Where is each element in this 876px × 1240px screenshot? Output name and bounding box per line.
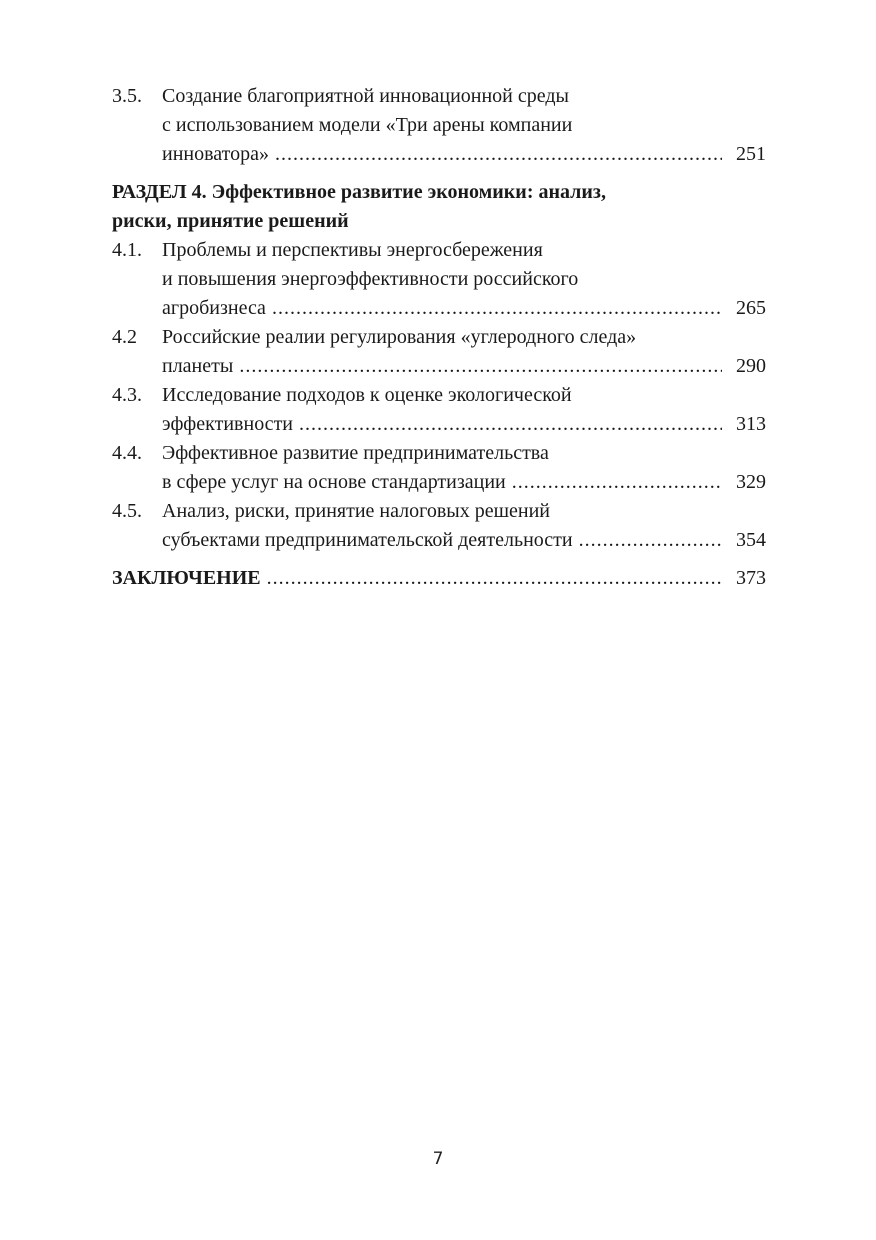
table-of-contents [112,82,766,593]
toc-section-heading [112,178,766,236]
toc-entry-body [162,323,766,381]
dot-leader [239,352,722,381]
toc-entry-last-line [162,294,766,323]
toc-page-number: 265 [736,297,766,319]
toc-entry-4-1 [112,236,766,323]
toc-entry-3-5 [112,82,766,169]
toc-page-number: 373 [736,567,766,589]
toc-entry-conclusion [112,564,766,593]
dot-leader [275,140,722,169]
dot-leader [267,564,722,593]
page-number: 7 [432,1149,444,1169]
toc-entry-title-line: Российские реалии регулирования «углеродного следа» [162,326,637,348]
dot-leader [299,410,722,439]
toc-entry-body [162,236,766,323]
toc-entry-4-3 [112,381,766,439]
toc-entry-title-line: планеты [162,355,234,377]
toc-entry-4-4 [112,439,766,497]
dot-leader [512,468,722,497]
toc-page-number: 329 [736,471,766,493]
toc-page-number: 290 [736,355,766,377]
toc-entry-title-line: и повышения энергоэффективности российского [162,268,579,290]
toc-entry-title-line: Проблемы и перспективы энергосбережения [162,239,543,261]
toc-entry-last-line [162,352,766,381]
toc-entry-last-line [162,410,766,439]
toc-entry-last-line [162,526,766,555]
dot-leader [579,526,722,555]
toc-entry-body [162,381,766,439]
toc-entry-title-line: в сфере услуг на основе стандартизации [162,471,506,493]
toc-entry-title-line: эффективности [162,413,294,435]
toc-entry-4-2 [112,323,766,381]
toc-entry-title-line: Анализ, риски, принятие налоговых решений [162,500,550,522]
toc-entry-number: 4.3. [112,384,142,406]
toc-entry-body [162,497,766,555]
dot-leader [272,294,722,323]
toc-entry-number: 4.2 [112,326,137,348]
toc-page-number: 313 [736,413,766,435]
toc-entry-title-line: Исследование подходов к оценке экологической [162,384,572,406]
conclusion-label: ЗАКЛЮЧЕНИЕ [112,567,261,589]
toc-entry-number: 4.5. [112,500,142,522]
toc-entry-last-line [162,140,766,169]
toc-entry-number: 4.4. [112,442,142,464]
toc-entry-title-line: с использованием модели «Три арены компании [162,114,573,136]
toc-entry-title-line: Эффективное развитие предпринимательства [162,442,549,464]
toc-entry-title-line: Создание благоприятной инновационной среды [162,85,569,107]
toc-page-number: 354 [736,529,766,551]
toc-entry-title-line: субъектами предпринимательской деятельности [162,529,573,551]
toc-entry-number: 3.5. [112,85,142,107]
toc-entry-body [162,439,766,497]
toc-entry-4-5 [112,497,766,555]
toc-entry-body [162,82,766,169]
toc-entry-last-line [162,468,766,497]
section-heading-line: риски, принятие решений [112,210,349,232]
toc-page-number: 251 [736,143,766,165]
section-heading-line: РАЗДЕЛ 4. Эффективное развитие экономики: анализ, [112,181,606,203]
toc-entry-title-line: агробизнеса [162,297,266,319]
toc-entry-number: 4.1. [112,239,142,261]
toc-entry-title-line: инноватора» [162,143,270,165]
